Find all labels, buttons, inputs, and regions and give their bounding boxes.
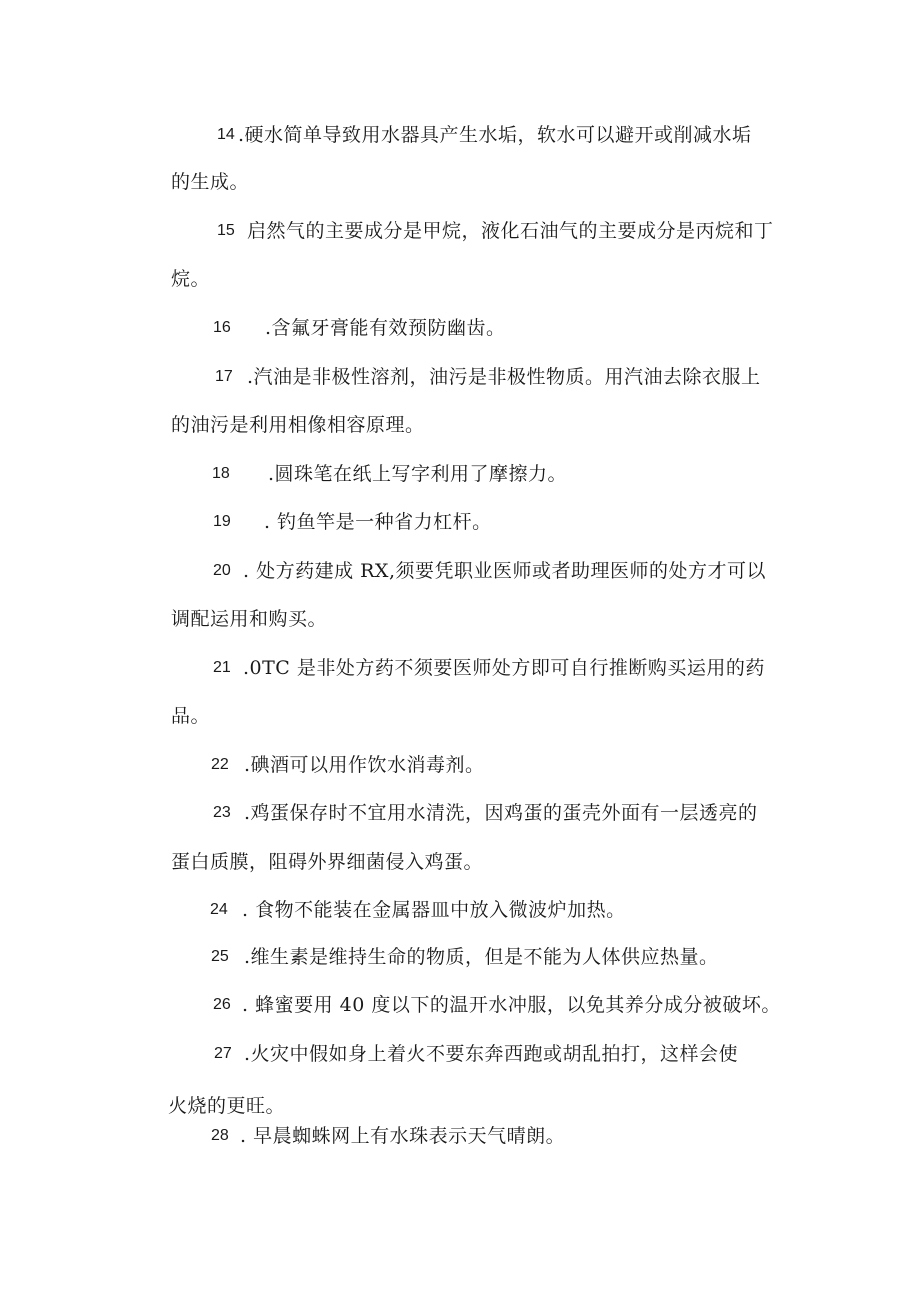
item-text: .汽油是非极性溶剂，油污是非极性物质。用汽油去除衣服上 [247,366,761,388]
item-number: 23 [213,804,231,821]
item-number: 25 [211,948,229,965]
item-number: 18 [212,465,230,482]
item-number: 22 [211,756,229,773]
item-text: .硬水简单导致用水器具产生水垢，软水可以避开或削减水垢 [238,124,752,146]
item-text-continued: 的生成。 [171,171,250,193]
item-text: . 钓鱼竿是一种省力杠杆。 [264,511,492,533]
item-number: 17 [215,368,233,385]
item-number: 16 [213,319,231,336]
item-text: 启然气的主要成分是甲烷，液化石油气的主要成分是丙烷和丁 [247,220,774,242]
item-text: . 处方药建成 RX,须要凭职业医师或者助理医师的处方才可以 [243,560,766,582]
item-text: .鸡蛋保存时不宜用水清洗，因鸡蛋的蛋壳外面有一层透亮的 [244,802,758,824]
item-text: .碘酒可以用作饮水消毒剂。 [244,754,485,776]
item-number: 20 [213,562,231,579]
item-text: .火灾中假如身上着火不要东奔西跑或胡乱拍打，这样会使 [244,1043,739,1065]
item-text: .圆珠笔在纸上写字利用了摩擦力。 [268,463,568,485]
item-number: 14 [217,126,235,143]
item-text-continued: 烷。 [171,268,211,290]
item-text: .维生素是维持生命的物质，但是不能为人体供应热量。 [244,946,719,968]
item-number: 24 [210,901,228,918]
item-text: . 食物不能装在金属器皿中放入微波炉加热。 [242,899,626,921]
item-text-continued: 的油污是利用相像相容原理。 [171,414,425,436]
item-number: 21 [213,659,231,676]
item-text-continued: 火烧的更旺。 [168,1095,286,1117]
item-number: 26 [213,996,231,1013]
item-text-continued: 品。 [171,705,211,727]
item-text-continued: 调配运用和购买。 [171,608,328,630]
item-number: 15 [217,222,235,239]
item-text-continued: 蛋白质膜，阻碍外界细菌侵入鸡蛋。 [171,851,484,873]
item-text: .0TC 是非处方药不须要医师处方即可自行推断购买运用的药 [243,657,765,679]
item-number: 19 [213,513,231,530]
item-text: .含氟牙膏能有效预防幽齿。 [265,317,506,339]
item-text: . 蜂蜜要用 40 度以下的温开水冲服，以免其养分成分被破坏。 [242,994,781,1016]
item-number: 27 [214,1045,232,1062]
item-text: . 早晨蜘蛛网上有水珠表示天气晴朗。 [240,1125,566,1147]
item-number: 28 [211,1127,229,1144]
